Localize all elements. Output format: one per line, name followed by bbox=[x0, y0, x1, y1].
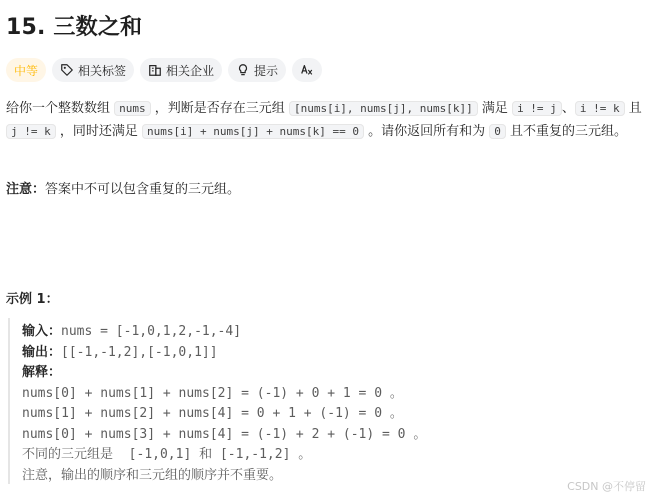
explanation-line: nums[0] + nums[1] + nums[2] = (-1) + 0 + 1 = 0 。 bbox=[22, 385, 403, 401]
inline-code: j != k bbox=[6, 124, 56, 139]
desc-text: ，同时还满足 bbox=[59, 123, 138, 139]
desc-text: 且不重复的三元组。 bbox=[510, 123, 628, 139]
tag-icon bbox=[60, 63, 74, 77]
building-icon bbox=[148, 63, 162, 77]
difficulty-badge[interactable]: 中等 bbox=[6, 58, 46, 82]
translate-icon bbox=[300, 63, 314, 77]
desc-text: ，判断是否存在三元组 bbox=[154, 101, 285, 116]
distinct-b: [-1,-1,2] bbox=[219, 447, 291, 462]
order-note bbox=[22, 466, 568, 487]
desc-text: 给你一个整数数组 bbox=[6, 101, 111, 116]
watermark: CSDN @不停留 bbox=[567, 480, 646, 493]
distinct-line bbox=[22, 445, 568, 466]
inline-code: i != k bbox=[575, 101, 625, 116]
output-value: [[-1,-1,2],[-1,0,1]] bbox=[61, 344, 218, 360]
distinct-prefix: 不同的三元组是 bbox=[22, 447, 114, 462]
note-text: 答案中不可以包含重复的三元组。 bbox=[45, 182, 241, 197]
explanation-line: nums[0] + nums[3] + nums[4] = (-1) + 2 + (-1) = 0 。 bbox=[22, 426, 427, 442]
explanation-line: nums[1] + nums[2] + nums[4] = 0 + 1 + (-1) = 0 。 bbox=[22, 406, 403, 421]
input-label: 输入： bbox=[22, 324, 62, 339]
example-explanation-label bbox=[22, 363, 568, 384]
input-value: nums = [-1,0,1,2,-1,-4] bbox=[61, 324, 242, 339]
example-title: 示例 1： bbox=[6, 292, 59, 307]
related-companies-label: 相关企业 bbox=[166, 63, 215, 78]
inline-code: nums[i] + nums[j] + nums[k] == 0 bbox=[142, 124, 364, 139]
desc-text: 满足 bbox=[481, 101, 508, 116]
related-tags-label: 相关标签 bbox=[78, 63, 127, 78]
note-label: 注意： bbox=[6, 182, 46, 197]
desc-text: 且 bbox=[628, 101, 642, 116]
lightbulb-icon bbox=[236, 63, 250, 77]
output-label: 输出： bbox=[22, 344, 62, 360]
note bbox=[6, 178, 240, 197]
hint-label: 提示 bbox=[254, 63, 279, 78]
desc-text: 、 bbox=[561, 101, 575, 116]
related-companies-button[interactable] bbox=[140, 58, 222, 82]
explain-label: 解释： bbox=[22, 365, 62, 380]
example-block bbox=[8, 318, 568, 484]
order-note-text: 注意，输出的顺序和三元组的顺序并不重要。 bbox=[22, 467, 283, 483]
example-output bbox=[22, 343, 568, 364]
hint-button[interactable] bbox=[228, 58, 286, 82]
inline-code: i != j bbox=[512, 101, 562, 116]
problem-description bbox=[6, 98, 642, 143]
related-tags-button[interactable] bbox=[52, 58, 134, 82]
example-input bbox=[22, 322, 568, 343]
distinct-and: 和 bbox=[199, 447, 213, 462]
distinct-a: [-1,0,1] bbox=[128, 447, 192, 462]
problem-title: 15. 三数之和 bbox=[6, 15, 143, 40]
desc-text: 。请你返回所有和为 bbox=[368, 123, 486, 139]
translate-button[interactable] bbox=[292, 58, 322, 82]
distinct-suffix: 。 bbox=[298, 447, 312, 462]
tag-bar bbox=[6, 58, 322, 82]
inline-code: 0 bbox=[489, 124, 506, 139]
inline-code: [nums[i], nums[j], nums[k]] bbox=[289, 101, 478, 116]
inline-code: nums bbox=[114, 101, 151, 116]
